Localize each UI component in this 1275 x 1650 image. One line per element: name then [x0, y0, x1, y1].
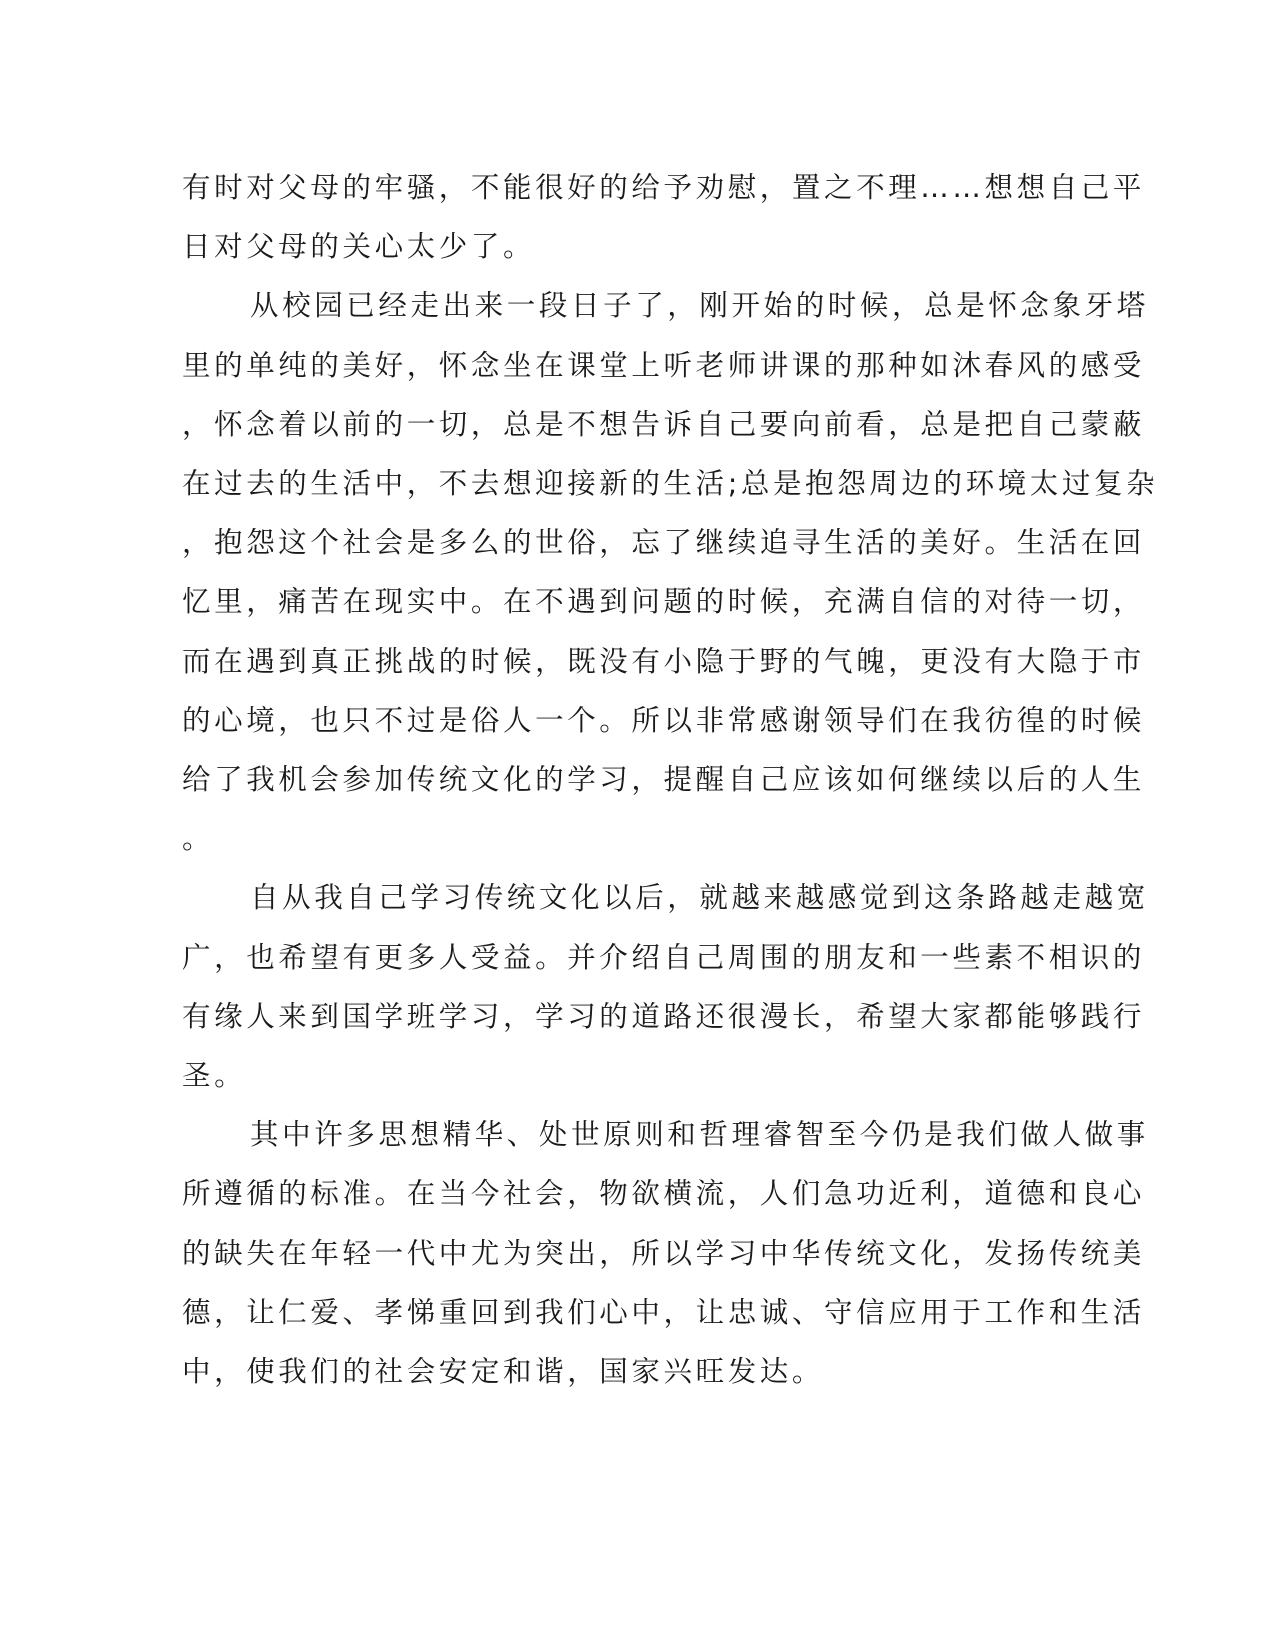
paragraph-line: 自从我自己学习传统文化以后，就越来越感觉到这条路越走越宽 — [250, 881, 1149, 915]
paragraph-line: 有缘人来到国学班学习，学习的道路还很漫长，希望大家都能够践行 — [182, 999, 1146, 1033]
paragraph-line: 忆里，痛苦在现实中。在不遇到问题的时候，充满自信的对待一切， — [182, 585, 1146, 619]
paragraph-line: 。 — [182, 822, 215, 856]
paragraph-line: 广，也希望有更多人受益。并介绍自己周围的朋友和一些素不相识的 — [182, 940, 1146, 974]
paragraph-line: 德，让仁爱、孝悌重回到我们心中，让忠诚、守信应用于工作和生活 — [182, 1295, 1146, 1329]
paragraph-3 — [182, 868, 1149, 1105]
paragraph-line: 有时对父母的牢骚，不能很好的给予劝慰，置之不理……想想自己平 — [182, 171, 1146, 204]
paragraph-line: 所遵循的标准。在当今社会，物欲横流，人们急功近利，道德和良心 — [182, 1177, 1146, 1211]
document-body — [182, 158, 1159, 1401]
paragraph-line: 给了我机会参加传统文化的学习，提醒自己应该如何继续以后的人生 — [182, 763, 1146, 797]
paragraph-line: 而在遇到真正挑战的时候，既没有小隐于野的气魄，更没有大隐于市 — [182, 644, 1146, 678]
paragraph-line: 从校园已经走出来一段日子了，刚开始的时候，总是怀念象牙塔 — [250, 289, 1149, 323]
paragraph-line: 中，使我们的社会安定和谐，国家兴旺发达。 — [182, 1355, 825, 1389]
paragraph-4 — [182, 1105, 1149, 1401]
paragraph-line: 日对父母的关心太少了。 — [182, 230, 536, 264]
paragraph-line: ，抱怨这个社会是多么的世俗，忘了继续追寻生活的美好。生活在回 — [182, 526, 1146, 560]
paragraph-line: 在过去的生活中，不去想迎接新的生活;总是抱怨周边的环境太过复杂 — [182, 467, 1159, 501]
paragraph-line: 的心境，也只不过是俗人一个。所以非常感谢领导们在我彷徨的时候 — [182, 703, 1146, 737]
paragraph-2 — [182, 276, 1159, 868]
paragraph-line: 圣。 — [182, 1059, 247, 1093]
paragraph-line: ，怀念着以前的一切，总是不想告诉自己要向前看，总是把自己蒙蔽 — [182, 407, 1146, 441]
paragraph-line: 其中许多思想精华、处世原则和哲理睿智至今仍是我们做人做事 — [250, 1118, 1149, 1152]
paragraph-line: 的缺失在年轻一代中尤为突出，所以学习中华传统文化，发扬传统美 — [182, 1236, 1146, 1270]
paragraph-line: 里的单纯的美好，怀念坐在课堂上听老师讲课的那种如沐春风的感受 — [182, 348, 1146, 382]
paragraph-1 — [182, 158, 1146, 276]
